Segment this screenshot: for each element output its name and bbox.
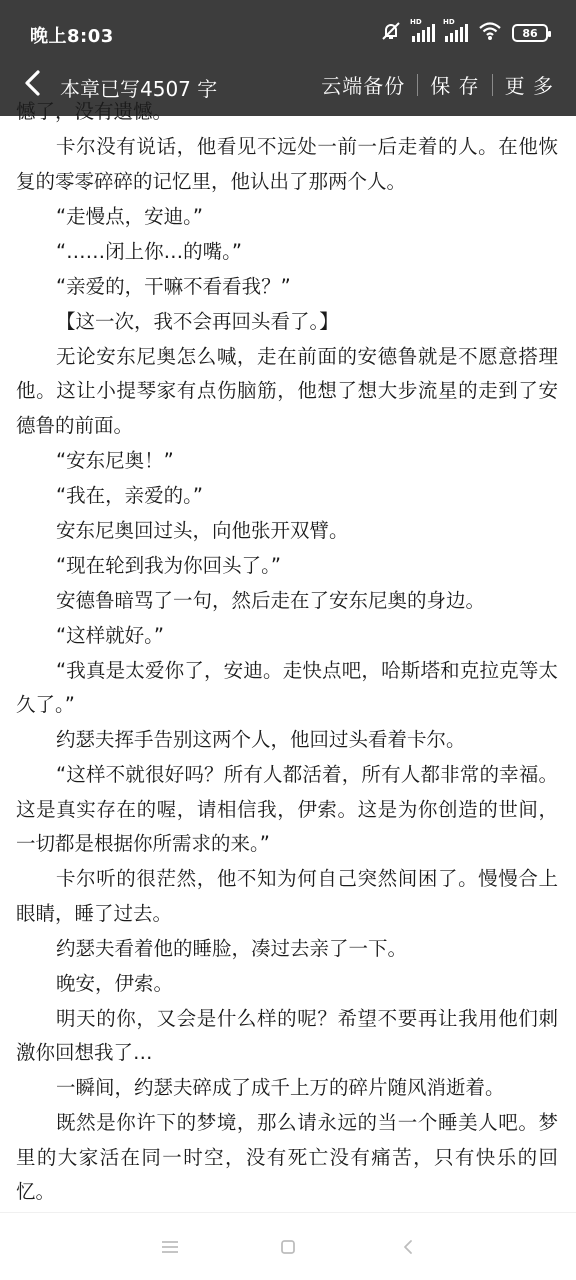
cloud-backup-button[interactable]: 云端备份: [321, 74, 406, 98]
more-button[interactable]: 更 多: [504, 74, 554, 98]
home-icon[interactable]: [276, 1235, 300, 1259]
paragraph: 无论安东尼奥怎么喊，走在前面的安德鲁就是不愿意搭理他。这让小提琴家有点伤脑筋，他想了想大步流星的走到了安德鲁的前面。: [16, 344, 558, 437]
paragraph: 明天的你，又会是什么样的呢？希望不要再让我用他们刺激你回想我了…: [16, 1006, 558, 1064]
paragraph: 约瑟夫挥手告别这两个人，他回过头看着卡尔。: [56, 728, 466, 751]
paragraph: “我在，亲爱的。”: [56, 483, 203, 507]
signal-icon: HD: [412, 24, 435, 42]
paragraph: 既然是你许下的梦境，那么请永远的当一个睡美人吧。梦里的大家活在同一时空，没有死亡没有痛苦，只有快乐的回忆。: [16, 1111, 558, 1203]
paragraph: “我真是太爱你了，安迪。走快点吧，哈斯塔和克拉克等太久了。”: [16, 658, 558, 716]
paragraph: “这样就好。”: [56, 623, 164, 647]
paragraph: 憾了，没有遗憾。: [16, 100, 173, 123]
menu-icon[interactable]: [158, 1235, 182, 1259]
status-time: 晚上8:03: [30, 26, 114, 47]
signal-icon: HD: [445, 24, 468, 42]
status-icons: [380, 20, 548, 46]
paragraph: 一瞬间，约瑟夫碎成了成千上万的碎片随风消逝着。: [56, 1076, 505, 1099]
paragraph: 卡尔没有说话，他看见不远处一前一后走着的人。在他恢复的零零碎碎的记忆里，他认出了那两个人。: [16, 135, 558, 193]
paragraph: “现在轮到我为你回头了。”: [56, 553, 281, 577]
chapter-word-count: 本章已写4507 字: [60, 77, 218, 101]
paragraph: “走慢点，安迪。”: [56, 204, 203, 228]
paragraph: “安东尼奥！”: [56, 448, 174, 472]
paragraph: 安东尼奥回过头，向他张开双臂。: [56, 518, 349, 542]
system-nav-bar: [0, 1212, 576, 1280]
paragraph: 安德鲁暗骂了一句，然后走在了安东尼奥的身边。: [56, 588, 486, 612]
paragraph: “亲爱的，干嘛不看看我？”: [56, 274, 291, 298]
paragraph: “……闭上你…的嘴。”: [56, 239, 242, 263]
paragraph: 约瑟夫看着他的睡脸，凑过去亲了一下。: [56, 936, 408, 960]
editor-content[interactable]: [0, 100, 576, 1210]
paragraph: 晚安，伊索。: [56, 971, 174, 995]
paragraph: “这样不就很好吗？所有人都活着，所有人都非常的幸福。这是真实存在的喔，请相信我，伊索。这是为你创造的世间，一切都是根据你所需求的来。”: [16, 763, 558, 855]
chevron-left-icon[interactable]: [18, 68, 48, 98]
battery-icon: 86: [512, 24, 548, 42]
wifi-icon: [478, 21, 502, 45]
paragraph: 卡尔听的很茫然，他不知为何自己突然间困了。慢慢合上眼睛，睡了过去。: [16, 867, 558, 925]
mute-bell-icon: [380, 20, 402, 46]
paragraph: 【这一次，我不会再回头看了。】: [56, 309, 339, 333]
save-button[interactable]: 保 存: [430, 74, 480, 98]
paragraph-list: [0, 130, 576, 1210]
status-bar: [0, 0, 576, 62]
back-icon[interactable]: [396, 1235, 420, 1259]
